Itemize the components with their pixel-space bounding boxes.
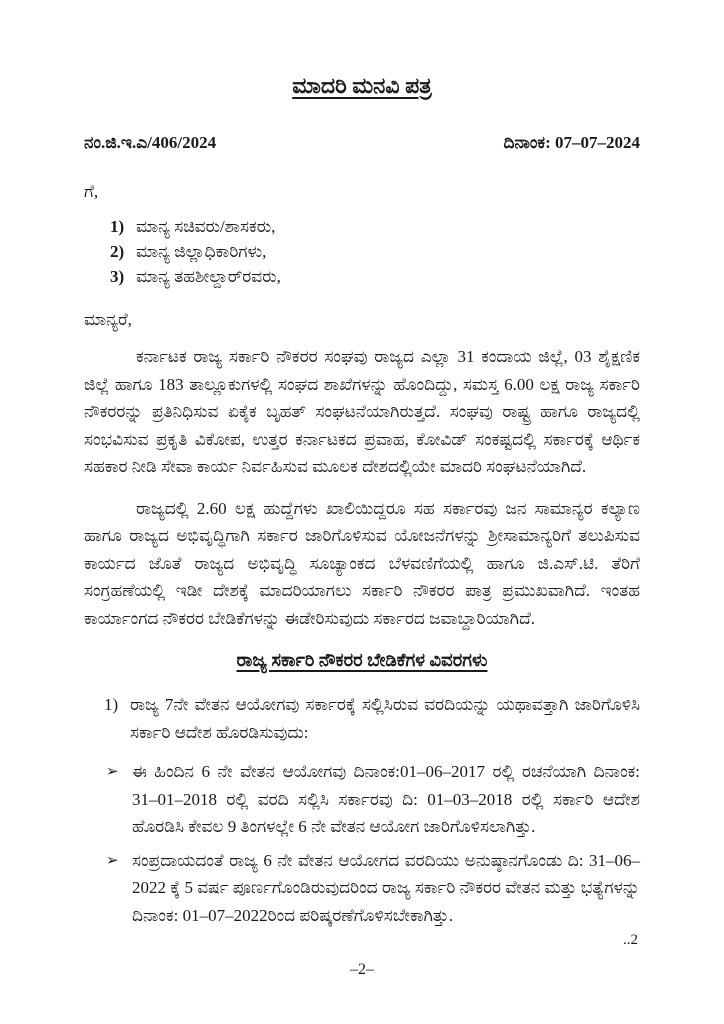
recipient-item <box>110 240 640 265</box>
demand-item-1 <box>104 691 640 746</box>
recipient-item <box>110 265 640 290</box>
recipient-number: 3) <box>110 266 125 286</box>
reference-row <box>84 129 640 156</box>
arrow-bullet-icon: ➢ <box>106 762 119 781</box>
recipient-item <box>110 215 640 240</box>
bullet-list <box>84 758 640 929</box>
recipient-number: 2) <box>110 241 125 261</box>
bullet-item <box>106 847 640 930</box>
recipient-label: ಮಾನ್ಯ ತಹಶೀಲ್ದಾರ್‌ರವರು, <box>136 266 281 286</box>
document-title: ಮಾದರಿ ಮನವಿ ಪತ್ರ <box>292 73 432 98</box>
salutation: ಮಾನ್ಯರೆ, <box>84 309 132 329</box>
to-label: ಗೆ, <box>84 181 99 201</box>
recipient-list <box>110 215 640 290</box>
recipient-number: 1) <box>110 216 125 236</box>
recipient-label: ಮಾನ್ಯ ಜಿಲ್ಲಾಧಿಕಾರಿಗಳು, <box>136 241 267 261</box>
document-date: ದಿನಾಂಕ: 07–07–2024 <box>503 132 640 152</box>
bullet-item <box>106 758 640 841</box>
bullet-text: ಸಂಪ್ರದಾಯದಂತೆ ರಾಜ್ಯ 6 ನೇ ವೇತನ ಆಯೋಗದ ವರದಿಯು ಅನುಷ್ಠಾನಗೊಂಡು ದಿ: 31–06–2022 ಕ್ಕೆ 5 ವರ್ಷ ಪೂರ್ಣಗೊಂಡಿರುವುದರಿಂದ ರಾಜ್ಯ ಸರ್ಕಾರಿ ನೌಕರರ ವೇತನ ಮತ್ತು ಭತ್ಯೆಗಳನ್ನು ದಿನಾಂಕ: 01–07–2022ರಿಂದ ಪರಿಷ್ಕರಣೆಗೊಳಿಸಬೇಕಾಗಿತ್ತು. <box>132 850 640 925</box>
body-paragraph-1: ಕರ್ನಾಟಕ ರಾಜ್ಯ ಸರ್ಕಾರಿ ನೌಕರರ ಸಂಘವು ರಾಜ್ಯದ ಎಲ್ಲಾ 31 ಕಂದಾಯ ಜಿಲ್ಲೆ, 03 ಶೈಕ್ಷಣಿಕ ಜಿಲ್ಲೆ ಹಾಗೂ 183 ತಾಲ್ಲೂಕುಗಳಲ್ಲಿ ಸಂಘದ ಶಾಖೆಗಳನ್ನು ಹೊಂದಿದ್ದು, ಸಮಸ್ತ 6.00 ಲಕ್ಷ ರಾಜ್ಯ ಸರ್ಕಾರಿ ನೌಕರರನ್ನು ಪ್ರತಿನಿಧಿಸುವ ಏಕೈಕ ಬೃಹತ್ ಸಂಘಟನೆಯಾಗಿರುತ್ತದೆ. ಸಂಘವು ರಾಷ್ಟ್ರ ಹಾಗೂ ರಾಜ್ಯದಲ್ಲಿ ಸಂಭವಿಸುವ ಪ್ರಕೃತಿ ವಿಕೋಪ, ಉತ್ತರ ಕರ್ನಾಟಕದ ಪ್ರವಾಹ, ಕೋವಿಡ್ ಸಂಕಷ್ಟದಲ್ಲಿ ಸರ್ಕಾರಕ್ಕೆ ಆರ್ಥಿಕ ಸಹಕಾರ ನೀಡಿ ಸೇವಾ ಕಾರ್ಯ ನಿರ್ವಹಿಸುವ ಮೂಲಕ ದೇಶದಲ್ಲಿಯೇ ಮಾದರಿ ಸಂಘಟನೆಯಾಗಿದೆ. <box>84 347 640 477</box>
recipient-label: ಮಾನ್ಯ ಸಚಿವರು/ಶಾಸಕರು, <box>136 216 276 236</box>
demand-text: ರಾಜ್ಯ 7ನೇ ವೇತನ ಆಯೋಗವು ಸರ್ಕಾರಕ್ಕೆ ಸಲ್ಲಿಸಿರುವ ವರದಿಯನ್ನು ಯಥಾವತ್ತಾಗಿ ಜಾರಿಗೊಳಿಸಿ ಸರ್ಕಾರಿ ಆದೇಶ ಹೊರಡಿಸುವುದು: <box>130 695 640 742</box>
bullet-text: ಈ ಹಿಂದಿನ 6 ನೇ ವೇತನ ಆಯೋಗವು ದಿನಾಂಕ:01–06–2017 ರಲ್ಲಿ ರಚನೆಯಾಗಿ ದಿನಾಂಕ: 31–01–2018 ರಲ್ಲಿ ವರದಿ ಸಲ್ಲಿಸಿ ಸರ್ಕಾರವು ದಿ: 01–03–2018 ರಲ್ಲಿ ಸರ್ಕಾರಿ ಆದೇಶ ಹೊರಡಿಸಿ ಕೇವಲ 9 ತಿಂಗಳಲ್ಲೇ 6 ನೇ ವೇತನ ಆಯೋಗ ಜಾರಿಗೊಳಿಸಲಾಗಿತ್ತು. <box>132 762 640 837</box>
body-paragraph-2: ರಾಜ್ಯದಲ್ಲಿ 2.60 ಲಕ್ಷ ಹುದ್ದೆಗಳು ಖಾಲಿಯಿದ್ದರೂ ಸಹ ಸರ್ಕಾರವು ಜನ ಸಾಮಾನ್ಯರ ಕಲ್ಯಾಣ ಹಾಗೂ ರಾಜ್ಯದ ಅಭಿವೃದ್ಧಿಗಾಗಿ ಸರ್ಕಾರ ಜಾರಿಗೊಳಿಸುವ ಯೋಜನೆಗಳನ್ನು ಶ್ರೀಸಾಮಾನ್ಯರಿಗೆ ತಲುಪಿಸುವ ಕಾರ್ಯದ ಜೊತೆ ರಾಜ್ಯದ ಅಭಿವೃದ್ಧಿ ಸೂಚ್ಯಾಂಕದ ಬೆಳವಣಿಗೆಯಲ್ಲಿ ಹಾಗೂ ಜಿ.ಎಸ್.ಟಿ. ತೆರಿಗೆ ಸಂಗ್ರಹಣೆಯಲ್ಲಿ ಇಡೀ ದೇಶಕ್ಕೆ ಮಾದರಿಯಾಗಲು ಸರ್ಕಾರಿ ನೌಕರರ ಪಾತ್ರ ಪ್ರಮುಖವಾಗಿದೆ. ಇಂತಹ ಕಾರ್ಯಾಂಗದ ನೌಕರರ ಬೇಡಿಕೆಗಳನ್ನು ಈಡೇರಿಸುವುದು ಸರ್ಕಾರದ ಜವಾಬ್ದಾರಿಯಾಗಿದೆ. <box>84 498 640 628</box>
section-heading: ರಾಜ್ಯ ಸರ್ಕಾರಿ ನೌಕರರ ಬೇಡಿಕೆಗಳ ವಿವರಗಳು <box>236 650 488 671</box>
arrow-bullet-icon: ➢ <box>106 850 119 869</box>
page-number: –2– <box>350 960 374 978</box>
demand-number: 1) <box>104 695 119 715</box>
continuation-mark: ..2 <box>623 932 638 949</box>
reference-number: ನಂ.ಜಿ.ಇ.ಎ/406/2024 <box>84 132 217 152</box>
